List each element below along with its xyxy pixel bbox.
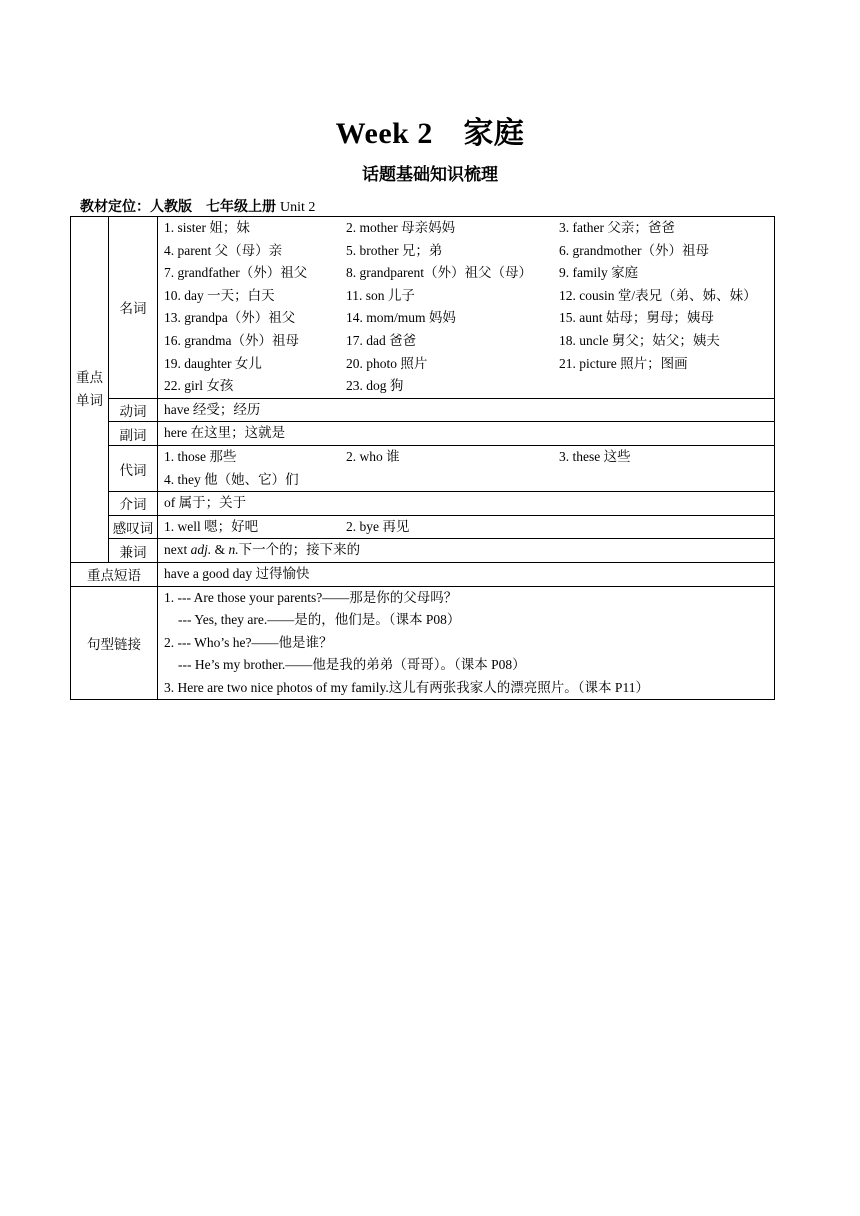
knowledge-table [70,216,775,700]
phrases-list [158,562,775,586]
pronoun-item: 3. these 这些 [559,448,631,464]
sentence-line: 3. Here are two nice photos of my family.这儿有两张我家人的漂亮照片。（课本 P11） [164,679,649,695]
sentence-line: 1. --- Are those your parents?——那是你的父母吗？ [164,589,458,605]
noun-item: 22. girl 女孩 [164,378,234,394]
phrase-item: have a good day 过得愉快 [164,565,310,581]
table-row-pronouns [71,445,775,491]
multi-pos-item: next adj. & n.下一个的；接下来的 [164,542,361,558]
table-row-verbs [71,398,775,422]
sentence-line: 2. --- Who’s he?——他是谁？ [164,634,333,650]
verbs-list [158,398,775,422]
locator-unit: Unit 2 [280,200,316,215]
sentence-line: --- Yes, they are.——是的，他们是。（课本 P08） [178,612,461,628]
adverbs-list [158,422,775,446]
sentence-line: --- He’s my brother.——他是我的弟弟（哥哥）。（课本 P08） [178,657,526,673]
pronoun-item: 4. they 他（她、它）们 [164,471,299,487]
noun-item: 12. cousin 堂/表兄（弟、姊、妹） [559,287,757,303]
sentence-patterns-label: 句型链接 [71,586,158,700]
category-verbs: 动词 [109,398,158,422]
category-multi-pos: 兼词 [109,539,158,563]
table-row-nouns [71,217,775,399]
page-title: Week 2 家庭 [335,117,525,150]
table-row-multi-pos [71,539,775,563]
pronoun-item: 2. who 谁 [346,448,400,464]
noun-item: 11. son 儿子 [346,287,415,303]
verb-item: have 经受；经历 [164,401,261,417]
noun-item: 16. grandma（外）祖母 [164,332,299,348]
category-prepositions: 介词 [109,492,158,516]
table-row-adverbs [71,422,775,446]
noun-item [559,375,768,398]
noun-item: 20. photo 照片 [346,355,428,371]
interjections-list [158,515,775,539]
noun-item: 8. grandparent（外）祖父（母） [346,265,532,281]
locator-label: 教材定位：人教版 七年级上册 [80,200,276,215]
noun-item: 23. dog 狗 [346,378,404,394]
table-row-phrases [71,562,775,586]
sentences-list [158,586,775,700]
noun-item: 10. day 一天；白天 [164,287,275,303]
adverb-item: here 在这里；这就是 [164,425,286,441]
noun-item: 19. daughter 女儿 [164,355,262,371]
interjection-item [559,516,768,539]
noun-item: 3. father 父亲；爸爸 [559,220,675,235]
page-subtitle: 话题基础知识梳理 [362,165,498,184]
noun-item: 7. grandfather（外）祖父 [164,265,308,281]
prepositions-list [158,492,775,516]
noun-item: 21. picture 照片；图画 [559,355,688,371]
table-row-prepositions [71,492,775,516]
noun-item: 2. mother 母亲妈妈 [346,220,456,235]
key-phrases-label: 重点短语 [71,562,158,586]
table-row-interjections [71,515,775,539]
pronoun-item [346,469,559,492]
category-pronouns: 代词 [109,445,158,491]
pronoun-item [559,469,768,492]
textbook-locator [80,196,315,216]
noun-item: 5. brother 兄；弟 [346,242,443,258]
category-nouns: 名词 [109,217,158,399]
multi-pos-list [158,539,775,563]
noun-item: 17. dad 爸爸 [346,332,417,348]
pronoun-item: 1. those 那些 [164,448,237,464]
noun-item: 18. uncle 舅父；姑父；姨夫 [559,332,720,348]
pronouns-list [158,445,775,491]
preposition-item: of 属于；关于 [164,495,247,511]
category-interjections: 感叹词 [109,515,158,539]
table-row-sentences [71,586,775,700]
interjection-item: 1. well 嗯；好吧 [164,518,259,534]
noun-item: 9. family 家庭 [559,265,639,281]
noun-item: 15. aunt 姑母；舅母；姨母 [559,310,714,326]
noun-item: 14. mom/mum 妈妈 [346,310,456,326]
key-words-group-label: 重点单词 [71,217,109,563]
noun-item: 6. grandmother（外）祖母 [559,242,709,258]
category-adverbs: 副词 [109,422,158,446]
interjection-item: 2. bye 再见 [346,518,410,534]
noun-item: 4. parent 父（母）亲 [164,242,283,258]
noun-item: 1. sister 姐；妹 [164,220,250,235]
noun-item: 13. grandpa（外）祖父 [164,310,296,326]
nouns-list [158,217,775,399]
